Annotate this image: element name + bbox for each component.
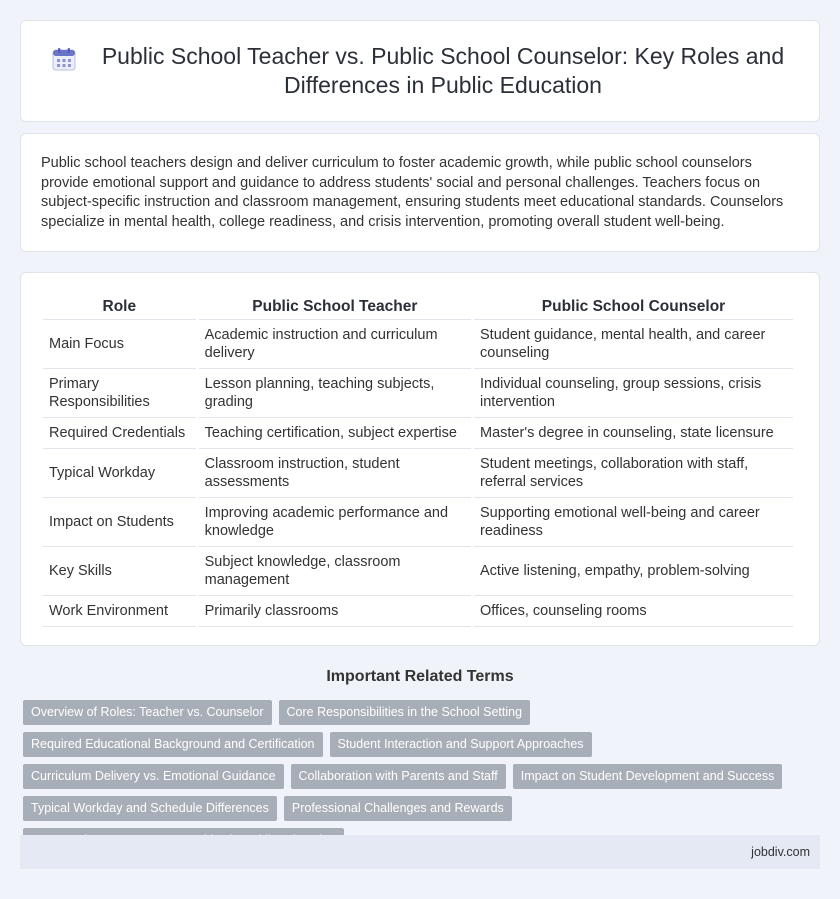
- row-label: Primary Responsibilities: [43, 369, 196, 418]
- related-term-tag[interactable]: Core Responsibilities in the School Setting: [279, 700, 531, 725]
- related-term-tag[interactable]: Collaboration with Parents and Staff: [291, 764, 506, 789]
- table-row: [43, 418, 793, 449]
- counselor-cell: Master's degree in counseling, state licensure: [474, 418, 793, 449]
- counselor-cell: Student meetings, collaboration with staff, referral services: [474, 449, 793, 498]
- counselor-cell: Student guidance, mental health, and career counseling: [474, 320, 793, 369]
- teacher-cell: Teaching certification, subject expertise: [199, 418, 471, 449]
- table-header-row: [43, 293, 793, 320]
- header-teacher: Public School Teacher: [199, 293, 471, 320]
- row-label: Required Credentials: [43, 418, 196, 449]
- comparison-table-card: [20, 272, 820, 646]
- table-row: [43, 498, 793, 547]
- related-term-tag[interactable]: Professional Challenges and Rewards: [284, 796, 512, 821]
- counselor-cell: Offices, counseling rooms: [474, 596, 793, 627]
- row-label: Key Skills: [43, 547, 196, 596]
- table-row: [43, 369, 793, 418]
- comparison-table: [40, 293, 796, 627]
- teacher-cell: Academic instruction and curriculum delivery: [199, 320, 471, 369]
- counselor-cell: Supporting emotional well-being and career readiness: [474, 498, 793, 547]
- related-term-tag[interactable]: Student Interaction and Support Approaches: [330, 732, 592, 757]
- teacher-cell: Lesson planning, teaching subjects, grading: [199, 369, 471, 418]
- page-title: Public School Teacher vs. Public School Counselor: Key Roles and Differences in Public Education: [101, 43, 785, 98]
- counselor-cell: Active listening, empathy, problem-solving: [474, 547, 793, 596]
- related-terms-title: Important Related Terms: [326, 668, 514, 685]
- teacher-cell: Primarily classrooms: [199, 596, 471, 627]
- related-term-tag[interactable]: Required Educational Background and Certification: [23, 732, 323, 757]
- intro-card: [20, 133, 820, 252]
- header-card: [20, 20, 820, 122]
- teacher-cell: Classroom instruction, student assessments: [199, 449, 471, 498]
- intro-paragraph: Public school teachers design and deliver curriculum to foster academic growth, while public school counselors provide emotional support and guidance to address students' social and personal challenges. Teachers focus on subject-specific instruction and classroom management, ensuring students meet educational standards. Counselors specialize in mental health, college readiness, and crisis intervention, promoting overall student well-being.: [41, 155, 784, 230]
- row-label: Main Focus: [43, 320, 196, 369]
- teacher-cell: Subject knowledge, classroom management: [199, 547, 471, 596]
- related-term-tag[interactable]: Overview of Roles: Teacher vs. Counselor: [23, 700, 272, 725]
- table-row: [43, 596, 793, 627]
- header-role: Role: [43, 293, 196, 320]
- table-row: [43, 547, 793, 596]
- related-term-tag[interactable]: Curriculum Delivery vs. Emotional Guidance: [23, 764, 284, 789]
- calendar-icon: [51, 46, 77, 72]
- table-row: [43, 320, 793, 369]
- footer-site-link[interactable]: jobdiv.com: [751, 845, 810, 859]
- row-label: Typical Workday: [43, 449, 196, 498]
- row-label: Impact on Students: [43, 498, 196, 547]
- row-label: Work Environment: [43, 596, 196, 627]
- table-row: [43, 449, 793, 498]
- related-term-tag[interactable]: Typical Workday and Schedule Differences: [23, 796, 277, 821]
- header-counselor: Public School Counselor: [474, 293, 793, 320]
- counselor-cell: Individual counseling, group sessions, crisis intervention: [474, 369, 793, 418]
- footer: [20, 835, 820, 869]
- teacher-cell: Improving academic performance and knowledge: [199, 498, 471, 547]
- related-term-tag[interactable]: Impact on Student Development and Success: [513, 764, 783, 789]
